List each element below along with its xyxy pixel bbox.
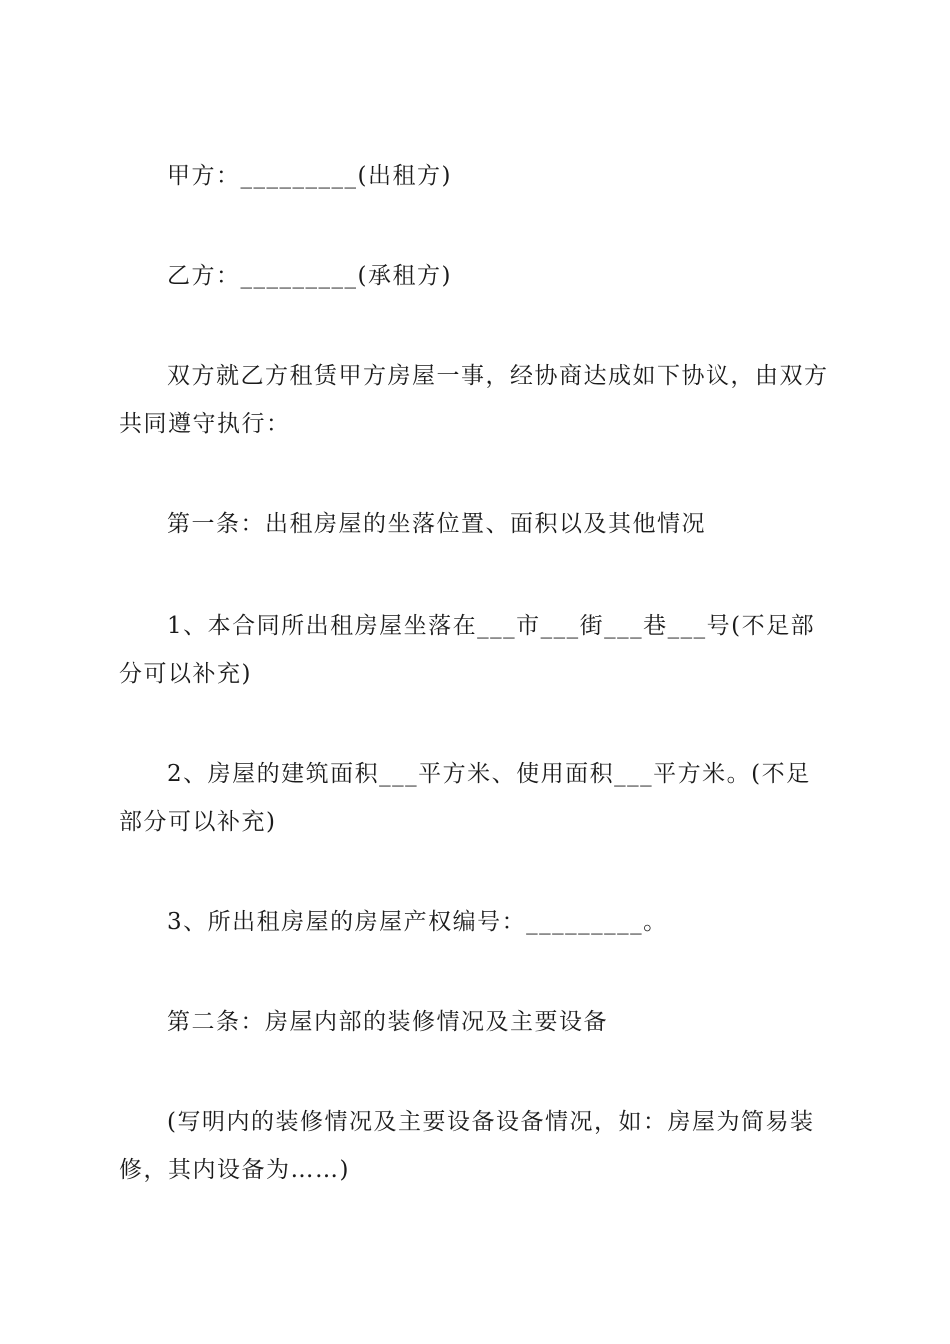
agreement-intro: 双方就乙方租赁甲方房屋一事，经协商达成如下协议，由双方共同遵守执行： (119, 363, 829, 437)
party-b-line: 乙方：_________(承租方) (167, 263, 452, 289)
clause-1-2: 2、房屋的建筑面积___平方米、使用面积___平方米。(不足部分可以补充) (119, 761, 811, 835)
article-2-heading: 第二条：房屋内部的装修情况及主要设备 (167, 1009, 608, 1035)
party-a-line: 甲方：_________(出租方) (167, 163, 452, 189)
article-1-heading: 第一条：出租房屋的坐落位置、面积以及其他情况 (167, 511, 706, 537)
clause-1-3: 3、所出租房屋的房屋产权编号：_________。 (167, 909, 668, 935)
clause-1-1: 1、本合同所出租房屋坐落在___市___街___巷___号(不足部分可以补充) (119, 613, 816, 687)
article-2-note: (写明内的装修情况及主要设备设备情况，如：房屋为简易装修，其内设备为……) (119, 1109, 815, 1183)
